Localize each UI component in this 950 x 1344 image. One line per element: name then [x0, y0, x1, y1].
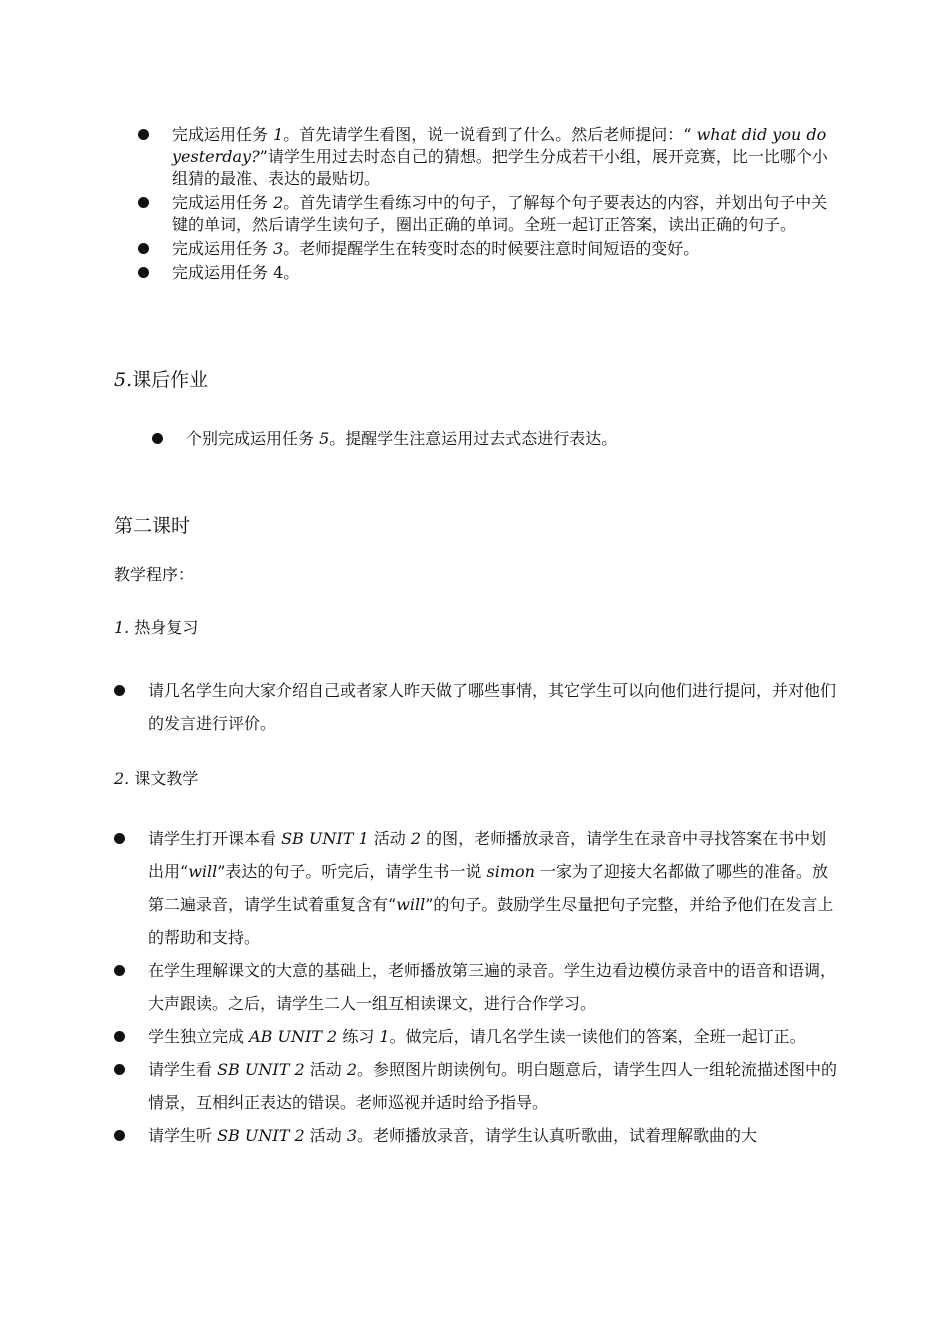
procedure-label: 教学程序： [114, 565, 195, 584]
text-run: 1 [273, 125, 284, 144]
list-item-text [172, 262, 838, 284]
list-item-text [148, 1119, 838, 1152]
text-run: 。提醒学生注意运用过去式态进行表达。 [329, 429, 618, 448]
section-text-heading [114, 768, 198, 790]
list-item [152, 428, 832, 450]
list-item-text [186, 428, 832, 450]
text-run: 请学生打开课本看 [148, 829, 282, 848]
text-run: simon [486, 862, 535, 881]
text-run: 完成运用任务 [172, 193, 274, 212]
text-run: 。首先请学生看练习中的句子，了解每个句子要表达的内容，并划出句子中关键的单词，然后请学生读句子，圈出正确的单词。全班一起订正答案，读出正确的句子。 [172, 193, 828, 234]
list-item-text [148, 1020, 838, 1053]
list-item-text [148, 954, 838, 1020]
text-run: 完成运用任务 4。 [172, 263, 300, 282]
list-item [114, 1119, 838, 1152]
lesson-title: 第二课时 [114, 515, 191, 537]
text-run: 个别完成运用任务 [186, 429, 320, 448]
text-run: 请几名学生向大家介绍自己或者家人昨天做了哪些事情，其它学生可以向他们进行提问，并对他们的发言进行评价。 [148, 681, 837, 733]
text-run: 一家为了迎接大名都做了哪些的准备。放第二遍录音，请学生试着重复含有“ [148, 862, 829, 914]
text-run: AB UNIT 2 [249, 1027, 338, 1046]
section-warmup-heading [114, 617, 198, 639]
bullet-icon [114, 965, 125, 976]
text-run: 2 [410, 829, 422, 848]
section-warmup-number: 1. [114, 618, 130, 637]
homework-heading-number: 5. [114, 369, 133, 391]
bullet-icon [138, 197, 149, 208]
text-run: 3 [273, 239, 284, 258]
text-run: 。参照图片朗读例句。明白题意后，请学生四人一组轮流描述图中的情景，互相纠正表达的错误。老师巡视并适时给予指导。 [148, 1060, 838, 1112]
text-run: will [188, 862, 218, 881]
bullet-icon [138, 267, 149, 278]
bullet-icon [138, 129, 149, 140]
text-run: 活动 [368, 829, 411, 848]
list-item [138, 238, 838, 260]
list-item-text [172, 238, 838, 260]
text-run: ”请学生用过去时态自己的猜想。把学生分成若干小组，展开竞赛，比一比哪个小组猜的最准、表达的最贴切。 [172, 147, 828, 188]
text-run: SB UNIT 2 [217, 1060, 305, 1079]
text-run: ”的句子。鼓励学生尽量把句子完整，并给予他们在发言上的帮助和支持。 [148, 895, 834, 947]
text-run: what did you do yesterday? [172, 125, 827, 166]
list-item-text [172, 124, 838, 190]
text-run: 1 [379, 1027, 390, 1046]
list-item [138, 124, 838, 190]
list-item [114, 674, 838, 740]
text-run: 5 [319, 429, 330, 448]
text-run: 完成运用任务 [172, 239, 274, 258]
text-run: 。老师播放录音，请学生认真听歌曲，试着理解歌曲的大 [357, 1126, 758, 1145]
warmup-list [114, 674, 838, 740]
list-item-text [148, 674, 838, 740]
list-item [138, 192, 838, 236]
bullet-icon [152, 433, 163, 444]
list-item [138, 262, 838, 284]
text-run: 的图，老师播放录音，请学生在录音中寻找答案在书中划出用“ [148, 829, 827, 881]
text-run: 。首先请学生看图，说一说看到了什么。然后老师提问：“ [283, 125, 697, 144]
text-run: ”表达的句子。听完后，请学生书一说 [217, 862, 487, 881]
homework-list [152, 428, 832, 450]
list-item-text [172, 192, 838, 236]
text-run: 活动 [304, 1126, 347, 1145]
text-run: 。做完后，请几名学生读一读他们的答案，全班一起订正。 [389, 1027, 806, 1046]
list-item [114, 822, 838, 954]
text-run: 完成运用任务 [172, 125, 274, 144]
list-item [114, 1020, 838, 1053]
text-run: 。老师提醒学生在转变时态的时候要注意时间短语的变好。 [283, 239, 700, 258]
list-item-text [148, 822, 838, 954]
text-run: 学生独立完成 [148, 1027, 250, 1046]
text-run: SB UNIT 2 [217, 1126, 305, 1145]
bullet-icon [138, 243, 149, 254]
bullet-icon [114, 1064, 125, 1075]
list-item [114, 1053, 838, 1119]
task-list [138, 124, 838, 286]
section-text-text: 课文教学 [129, 769, 199, 788]
bullet-icon [114, 1031, 125, 1042]
list-item-text [148, 1053, 838, 1119]
text-run: will [396, 895, 426, 914]
text-run: 练习 [337, 1027, 380, 1046]
text-run: 2 [273, 193, 284, 212]
section-warmup-text: 热身复习 [129, 618, 199, 637]
bullet-icon [114, 685, 125, 696]
text-run: 2 [346, 1060, 358, 1079]
text-run: 在学生理解课文的大意的基础上，老师播放第三遍的录音。学生边看边模仿录音中的语音和语调，大声跟读。之后，请学生二人一组互相读课文，进行合作学习。 [148, 961, 837, 1013]
text-teaching-list [114, 822, 838, 1152]
homework-heading-text: 课后作业 [132, 369, 209, 391]
text-run: SB UNIT 1 [281, 829, 369, 848]
text-run: 请学生听 [148, 1126, 218, 1145]
homework-heading [114, 367, 208, 393]
bullet-icon [114, 833, 125, 844]
section-text-number: 2. [114, 769, 130, 788]
text-run: 请学生看 [148, 1060, 218, 1079]
text-run: 3 [346, 1126, 358, 1145]
bullet-icon [114, 1130, 125, 1141]
text-run: 活动 [304, 1060, 347, 1079]
list-item [114, 954, 838, 1020]
